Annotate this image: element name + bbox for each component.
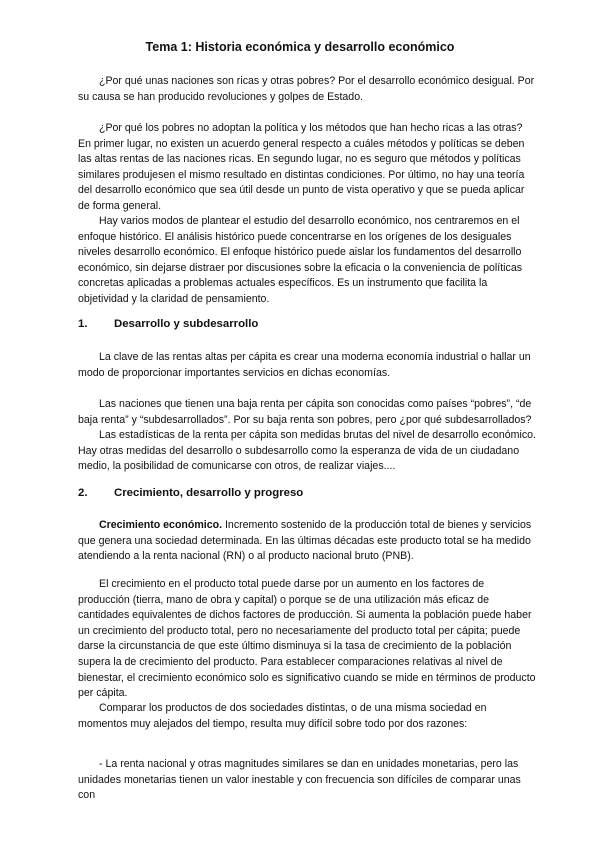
definition-text: Incremento sostenido de la producción total de bienes y servicios que genera una sociedad determinada. En las últimas décadas este producto total se ha medido atendiendo a la renta nacional (RN) o al producto nacional bruto (PNB).: [78, 519, 532, 563]
page-title: Tema 1: Historia económica y desarrollo económico: [145, 40, 455, 54]
section-2-number: 2.: [78, 487, 88, 499]
section-2-definition-paragraph: [78, 518, 538, 565]
section-1-paragraph-2: Las naciones que tienen una baja renta per cápita son conocidas como países “pobres”, “de baja renta” y “subdesarrollados”. Por su baja renta son pobres, pero ¿por qué subdesarrollados?: [78, 398, 532, 426]
section-2-paragraph-2: Comparar los productos de dos sociedades distintas, o de una misma sociedad en momentos muy alejados del tiempo, resulta muy difícil sobre todo por dos razones:: [78, 702, 487, 730]
intro-paragraph-1: ¿Por qué unas naciones son ricas y otras pobres? Por el desarrollo económico desigual. Por su causa se han producido revoluciones y golpes de Estado.: [78, 75, 535, 103]
section-1-heading: [78, 318, 258, 330]
section-1-paragraph-1: La clave de las rentas altas per cápita es crear una moderna economía industrial o hallar un modo de proporcionar importantes servicios en dichas economías.: [78, 351, 531, 379]
intro-paragraph-2: ¿Por qué los pobres no adoptan la política y los métodos que han hecho ricas a las otras? En primer lugar, no existen un acuerdo general respecto a cuáles métodos y políticas se deben las altas rentas de las naciones ricas. En segundo lugar, no es seguro que métodos y políticas similares produjesen el mismo resultado en distintas condiciones. Por último, no hay una teoría del desarrollo económico que sea útil desde un punto de vista operativo y que se pueda aplicar de forma general.: [78, 122, 525, 212]
section-1-paragraph-3: Las estadísticas de la renta per cápita son medidas brutas del nivel de desarrollo económico. Hay otras medidas del desarrollo o subdesarrollo como la esperanza de vida de un ciudadano medio, la posibilidad de comunicarse con otros, de realizar viajes....: [78, 429, 536, 473]
section-2-paragraph-1: El crecimiento en el producto total puede darse por un aumento en los factores de producción (tierra, mano de obra y capital) o porque se de una utilización más eficaz de cantidades equivalentes de dichos factores de producción. Si aumenta la población puede haber un crecimiento del producto total, pero no necesariamente del producto total per cápita; puede darse la circunstancia de que este último disminuya si la tasa de crecimiento de la población supera la de crecimiento del producto. Para establecer comparaciones relativas al nivel de bienestar, el crecimiento económico solo es significativo cuando se mide en términos de producto per cápita.: [78, 578, 536, 700]
definition-term: Crecimiento económico.: [99, 519, 223, 531]
section-1-number: 1.: [78, 318, 88, 330]
section-2-paragraph-3: - La renta nacional y otras magnitudes similares se dan en unidades monetarias, pero las unidades monetarias tienen un valor inestable y con frecuencia son difíciles de comparar unas con: [78, 758, 521, 802]
section-2-title: Crecimiento, desarrollo y progreso: [114, 487, 304, 499]
section-2-heading: [78, 487, 303, 499]
intro-paragraph-3: Hay varios modos de plantear el estudio del desarrollo económico, nos centraremos en el enfoque histórico. El análisis histórico puede concentrarse en los orígenes de los desiguales niveles desarrollo económico. El enfoque histórico puede aislar los fundamentos del desarrollo económico, sin dejarse distraer por discusiones sobre la eficacia o la conveniencia de políticas concretas aplicadas a problemas actuales específicos. Es un instrumento que facilita la objetividad y la claridad de pensamiento.: [78, 215, 523, 305]
section-1-title: Desarrollo y subdesarrollo: [114, 318, 259, 330]
